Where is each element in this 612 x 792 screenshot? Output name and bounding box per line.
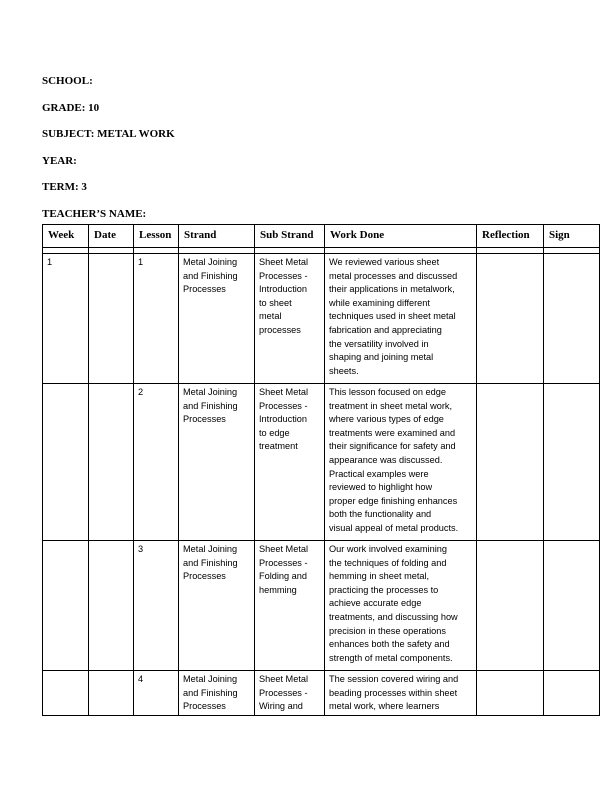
- cell-text-line: Processes: [183, 701, 226, 712]
- strand-cell: [179, 384, 255, 541]
- scheme-of-work-table: [42, 224, 600, 716]
- strand-cell: [179, 671, 255, 716]
- cell-text-line: Metal Joining: [183, 257, 238, 267]
- cell-text-line: Metal Joining: [183, 387, 238, 397]
- cell-text-line: treatment in sheet metal work,: [329, 400, 453, 411]
- cell-text-line: precision in these operations: [329, 625, 446, 636]
- work-done-cell: [325, 254, 477, 384]
- sub-strand-cell: [255, 671, 325, 716]
- week-cell: [43, 384, 89, 541]
- lesson-cell: 1: [134, 254, 179, 384]
- subject-field: SUBJECT: METAL WORK: [42, 128, 175, 140]
- cell-text-line: the versatility involved in: [329, 338, 429, 349]
- cell-text-line: treatments were examined and: [329, 427, 456, 438]
- table-row: [43, 384, 600, 541]
- cell-text-line: beading processes within sheet: [329, 687, 458, 698]
- cell-text-line: Our work involved examining: [329, 544, 447, 554]
- column-header-sign: Sign: [544, 225, 600, 248]
- cell-text-line: Sheet Metal: [259, 544, 309, 554]
- cell-text-line: Processes: [183, 284, 226, 295]
- cell-text-line: fabrication and appreciating: [329, 324, 442, 335]
- cell-text-line: Processes -: [259, 557, 308, 568]
- column-header-reflection: Reflection: [477, 225, 544, 248]
- cell-text-line: metal: [259, 311, 282, 322]
- column-header-week: Week: [43, 225, 89, 248]
- school-field: SCHOOL:: [42, 75, 93, 87]
- sign-cell: [544, 254, 600, 384]
- strand-cell: [179, 541, 255, 671]
- sub-strand-cell: [255, 541, 325, 671]
- week-cell: 1: [43, 254, 89, 384]
- cell-text-line: Processes: [183, 414, 226, 425]
- cell-text-line: processes: [259, 324, 301, 335]
- grade-field: GRADE: 10: [42, 101, 100, 114]
- cell-text-line: Introduction: [259, 414, 308, 425]
- cell-text-line: to edge: [259, 427, 290, 438]
- sub-strand-cell: [255, 254, 325, 384]
- cell-text-line: and Finishing: [183, 270, 238, 281]
- table-row: [43, 541, 600, 671]
- cell-text-line: techniques used in sheet metal: [329, 311, 456, 322]
- cell-text-line: and Finishing: [183, 557, 238, 568]
- reflection-cell: [477, 671, 544, 716]
- cell-text-line: hemming: [259, 584, 297, 595]
- cell-text-line: treatments, and discussing how: [329, 611, 458, 622]
- cell-text-line: The session covered wiring and: [329, 674, 459, 684]
- date-cell: [89, 541, 134, 671]
- cell-text-line: both the functionality and: [329, 509, 432, 520]
- cell-text-line: Wiring and: [259, 701, 303, 712]
- work-done-cell: [325, 384, 477, 541]
- reflection-cell: [477, 254, 544, 384]
- column-header-strand: Strand: [179, 225, 255, 248]
- week-cell: [43, 541, 89, 671]
- cell-text-line: where various types of edge: [329, 414, 444, 425]
- cell-text-line: metal processes and discussed: [329, 270, 458, 281]
- table-row: [43, 254, 600, 384]
- cell-text-line: practicing the processes to: [329, 584, 439, 595]
- cell-text-line: Sheet Metal: [259, 257, 309, 267]
- lesson-cell: 3: [134, 541, 179, 671]
- cell-text-line: We reviewed various sheet: [329, 257, 440, 267]
- sign-cell: [544, 541, 600, 671]
- cell-text-line: Sheet Metal: [259, 387, 309, 397]
- cell-text-line: appearance was discussed.: [329, 454, 443, 465]
- cell-text-line: Sheet Metal: [259, 674, 309, 684]
- cell-text-line: shaping and joining metal: [329, 352, 434, 363]
- teacher-name-field: TEACHER’S NAME:: [42, 207, 147, 220]
- cell-text-line: enhances both the safety and: [329, 639, 450, 650]
- cell-text-line: to sheet: [259, 297, 292, 308]
- cell-text-line: proper edge finishing enhances: [329, 495, 458, 506]
- column-header-lesson: Lesson: [134, 225, 179, 248]
- table-row: [43, 671, 600, 716]
- column-header-date: Date: [89, 225, 134, 248]
- cell-text-line: reviewed to highlight how: [329, 482, 433, 493]
- cell-text-line: This lesson focused on edge: [329, 387, 446, 397]
- cell-text-line: Introduction: [259, 284, 308, 295]
- cell-text-line: Processes -: [259, 687, 308, 698]
- cell-text-line: Metal Joining: [183, 544, 238, 554]
- cell-text-line: the techniques of folding and: [329, 557, 447, 568]
- cell-text-line: strength of metal components.: [329, 652, 453, 663]
- cell-text-line: their significance for safety and: [329, 441, 456, 452]
- work-done-cell: [325, 671, 477, 716]
- cell-text-line: sheets.: [329, 365, 359, 376]
- year-field: YEAR:: [42, 154, 77, 167]
- cell-text-line: Metal Joining: [183, 674, 238, 684]
- cell-text-line: and Finishing: [183, 687, 238, 698]
- term-field: TERM: 3: [42, 181, 87, 193]
- date-cell: [89, 384, 134, 541]
- table-header-row: [43, 225, 600, 248]
- sign-cell: [544, 384, 600, 541]
- cell-text-line: Processes: [183, 571, 226, 582]
- cell-text-line: Practical examples were: [329, 468, 429, 479]
- cell-text-line: visual appeal of metal products.: [329, 522, 459, 533]
- cell-text-line: Processes -: [259, 270, 308, 281]
- date-cell: [89, 671, 134, 716]
- cell-text-line: Folding and: [259, 571, 308, 582]
- cell-text-line: and Finishing: [183, 400, 238, 411]
- table-body: [43, 248, 600, 716]
- reflection-cell: [477, 384, 544, 541]
- cell-text-line: achieve accurate edge: [329, 598, 422, 609]
- work-done-cell: [325, 541, 477, 671]
- week-cell: [43, 671, 89, 716]
- cell-text-line: Processes -: [259, 400, 308, 411]
- sub-strand-cell: [255, 384, 325, 541]
- column-header-sub-strand: Sub Strand: [255, 225, 325, 248]
- document-header: [42, 71, 175, 230]
- sign-cell: [544, 671, 600, 716]
- cell-text-line: while examining different: [329, 297, 430, 308]
- column-header-work-done: Work Done: [325, 225, 477, 248]
- cell-text-line: hemming in sheet metal,: [329, 571, 430, 582]
- lesson-cell: 2: [134, 384, 179, 541]
- strand-cell: [179, 254, 255, 384]
- date-cell: [89, 254, 134, 384]
- cell-text-line: their applications in metalwork,: [329, 284, 455, 295]
- cell-text-line: treatment: [259, 441, 298, 452]
- lesson-cell: 4: [134, 671, 179, 716]
- cell-text-line: metal work, where learners: [329, 701, 440, 712]
- reflection-cell: [477, 541, 544, 671]
